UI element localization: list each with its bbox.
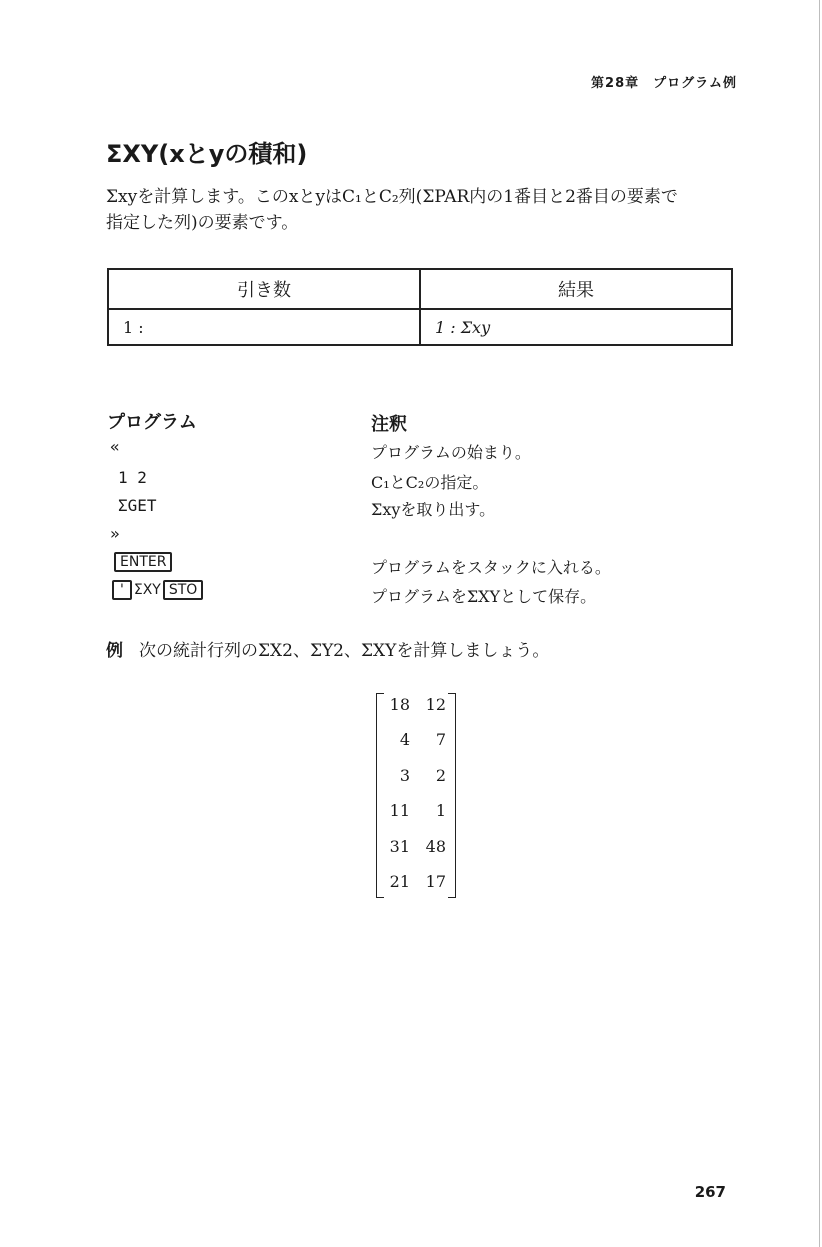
program-line-columns: 1 2	[118, 468, 147, 487]
intro-line-1: Σxyを計算します。このxとyはC₁とC₂列(ΣPAR内の1番目と2番目の要素で	[106, 187, 678, 207]
example-text: 次の統計行列のΣX2、ΣY2、ΣXYを計算しましょう。	[139, 641, 550, 661]
stack-table-header-row	[108, 269, 732, 309]
store-keystroke	[110, 580, 205, 600]
results-header: 結果	[420, 269, 732, 309]
matrix-cell: 2	[435, 766, 446, 785]
intro-paragraph	[106, 184, 746, 236]
running-header: 第28章 プログラム例	[591, 76, 737, 91]
arguments-header: 引き数	[108, 269, 420, 309]
page-number: 267	[694, 1183, 726, 1201]
matrix-cell: 3	[399, 766, 410, 785]
matrix-cell: 7	[435, 730, 446, 749]
example-line	[106, 636, 549, 661]
results-cell: 1 : Σxy	[420, 309, 732, 345]
intro-line-2: 指定した列)の要素です。	[106, 213, 299, 233]
quote-key: '	[112, 580, 132, 600]
program-line-close: »	[110, 524, 120, 543]
section-title: ΣXY(xとyの積和)	[106, 140, 308, 168]
matrix-cell: 11	[389, 801, 410, 820]
matrix-cell: 48	[425, 837, 446, 856]
program-line-open: «	[110, 437, 120, 456]
statistics-matrix	[376, 693, 456, 898]
matrix-cell: 31	[389, 837, 410, 856]
enter-key: ENTER	[114, 552, 172, 572]
stack-table	[107, 268, 733, 346]
note-push-program: プログラムをスタックに入れる。	[371, 558, 611, 577]
program-line-sigma-get: ΣGET	[118, 496, 157, 515]
matrix-cell: 21	[389, 872, 410, 891]
matrix-cell: 1	[435, 801, 446, 820]
note-program-start: プログラムの始まり。	[371, 443, 531, 462]
sto-key: STO	[163, 580, 203, 600]
note-store-program: プログラムをΣXYとして保存。	[371, 587, 597, 606]
example-label: 例	[106, 641, 123, 661]
matrix-cell: 18	[389, 695, 410, 714]
store-variable-name: ΣXY	[133, 582, 161, 598]
stack-table-row	[108, 309, 732, 345]
arguments-cell: 1 :	[108, 309, 420, 345]
enter-keystroke	[112, 551, 174, 572]
note-get-sum: Σxyを取り出す。	[371, 500, 496, 519]
matrix-right-bracket	[448, 693, 456, 898]
page-edge-line	[819, 0, 820, 1247]
notes-heading: 注釈	[371, 414, 407, 435]
matrix-left-bracket	[376, 693, 384, 898]
matrix-cell: 17	[425, 872, 446, 891]
matrix-cell: 12	[425, 695, 446, 714]
matrix-cell: 4	[399, 730, 410, 749]
note-column-spec: C₁とC₂の指定。	[371, 473, 489, 492]
program-heading: プログラム	[107, 412, 197, 433]
